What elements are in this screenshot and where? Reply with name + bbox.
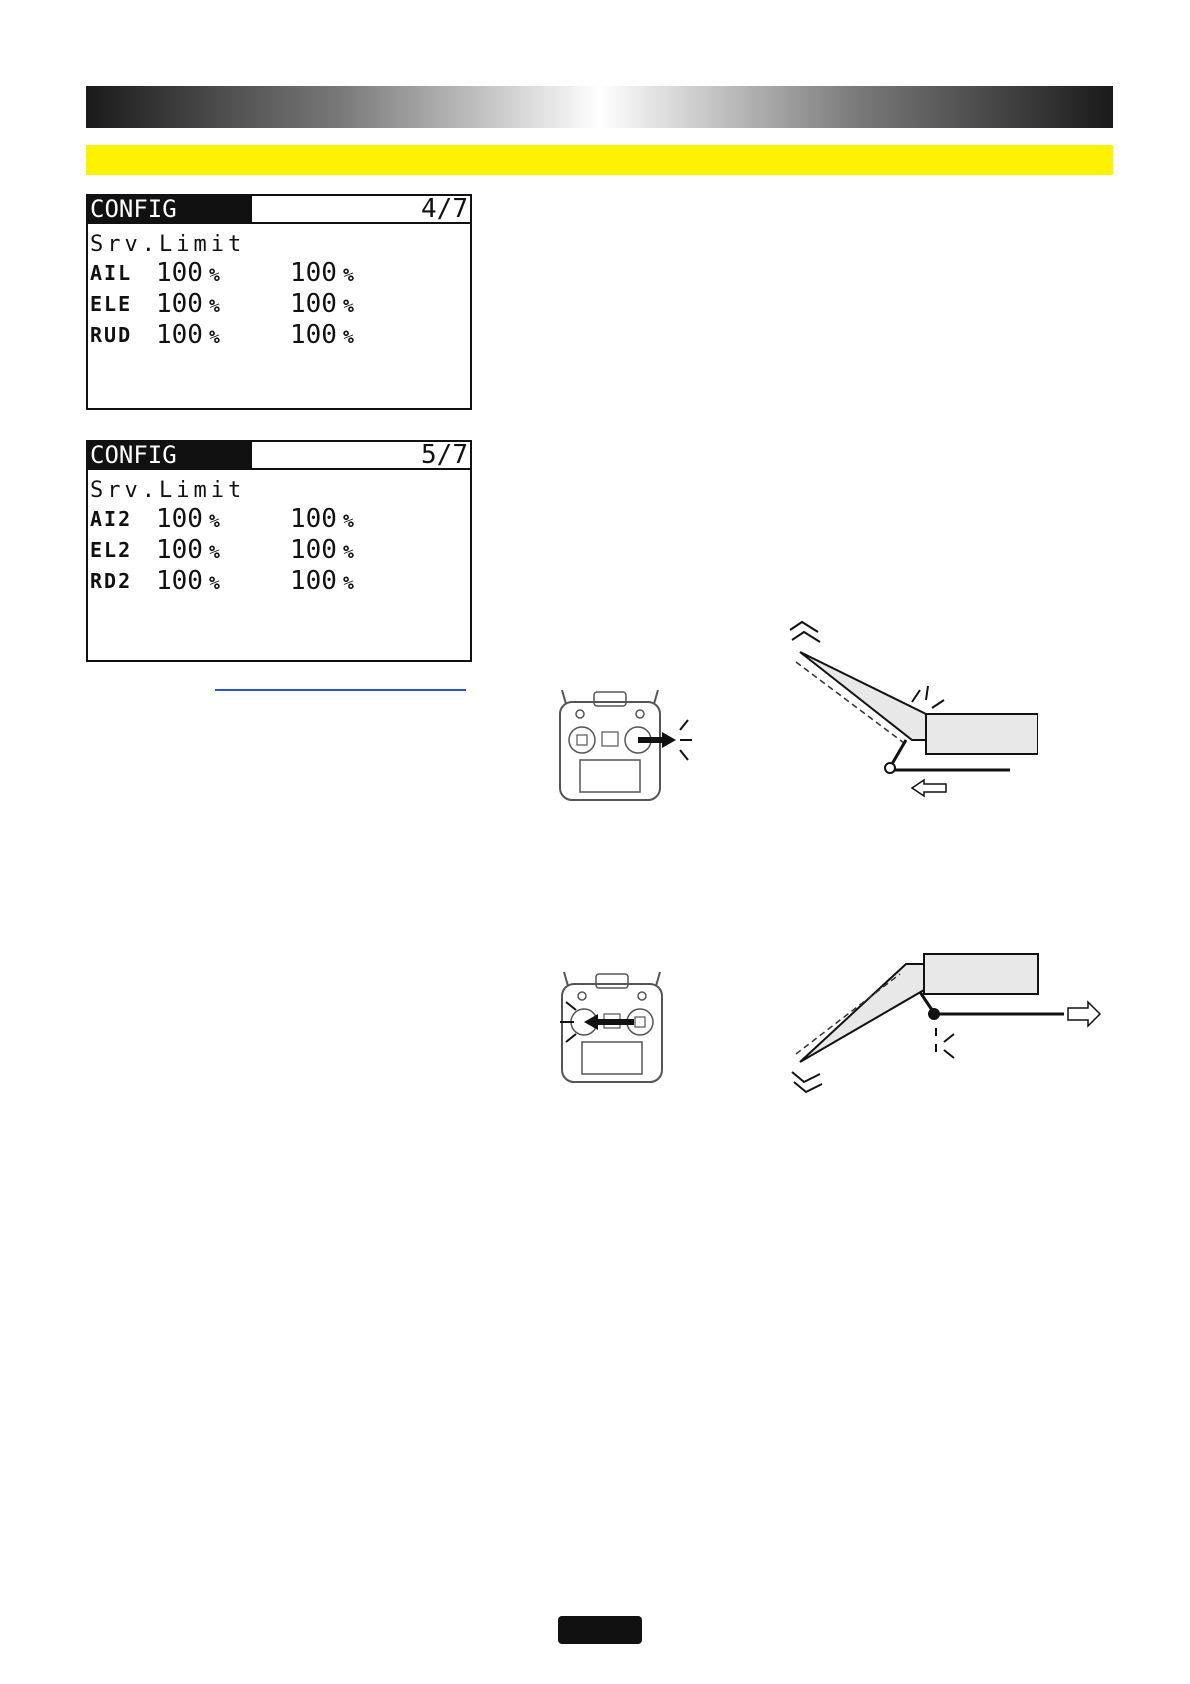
lcd-row — [88, 320, 470, 351]
lcd-row — [88, 535, 470, 566]
lcd-row — [88, 504, 470, 535]
lcd-title: CONFIG — [88, 196, 252, 222]
aileron-deflection-diagram — [788, 618, 1038, 808]
channel-label: EL2 — [90, 538, 133, 562]
limit-low-value[interactable]: 100 % — [156, 258, 220, 288]
lcd-header — [88, 442, 470, 470]
limit-high-value[interactable]: 100 % — [290, 289, 354, 319]
lcd-row — [88, 258, 470, 289]
lcd-page-number: 5/7 — [421, 440, 468, 470]
limit-high-value[interactable]: 100 % — [290, 504, 354, 534]
limit-high-value[interactable]: 100 % — [290, 320, 354, 350]
limit-low-value[interactable]: 100 % — [156, 289, 220, 319]
transmitter-icon — [556, 970, 676, 1086]
limit-low-value[interactable]: 100 % — [156, 320, 220, 350]
limit-low-value[interactable]: 100 % — [156, 535, 220, 565]
lcd-row — [88, 289, 470, 320]
page-number-tab — [558, 1616, 642, 1644]
channel-label: ELE — [90, 292, 133, 316]
section-highlight-bar — [86, 145, 1113, 175]
header-gradient-bar — [86, 86, 1113, 128]
lcd-row — [88, 566, 470, 597]
channel-label: AI2 — [90, 507, 133, 531]
limit-low-value[interactable]: 100 % — [156, 566, 220, 596]
lcd-title: CONFIG — [88, 442, 252, 468]
lcd-subtitle: Srv.Limit — [90, 232, 246, 257]
channel-label: AIL — [90, 261, 133, 285]
aileron-deflection-diagram — [788, 950, 1108, 1096]
lcd-screen-config-4 — [86, 194, 472, 410]
limit-low-value[interactable]: 100 % — [156, 504, 220, 534]
channel-label: RUD — [90, 323, 133, 347]
lcd-page-number: 4/7 — [421, 194, 468, 224]
lcd-screen-config-5 — [86, 440, 472, 662]
transmitter-icon — [556, 688, 696, 804]
limit-high-value[interactable]: 100 % — [290, 535, 354, 565]
channel-label: RD2 — [90, 569, 133, 593]
lcd-header — [88, 196, 470, 224]
lcd-subtitle: Srv.Limit — [90, 478, 246, 503]
limit-high-value[interactable]: 100 % — [290, 566, 354, 596]
link-underline[interactable] — [215, 689, 466, 691]
limit-high-value[interactable]: 100 % — [290, 258, 354, 288]
